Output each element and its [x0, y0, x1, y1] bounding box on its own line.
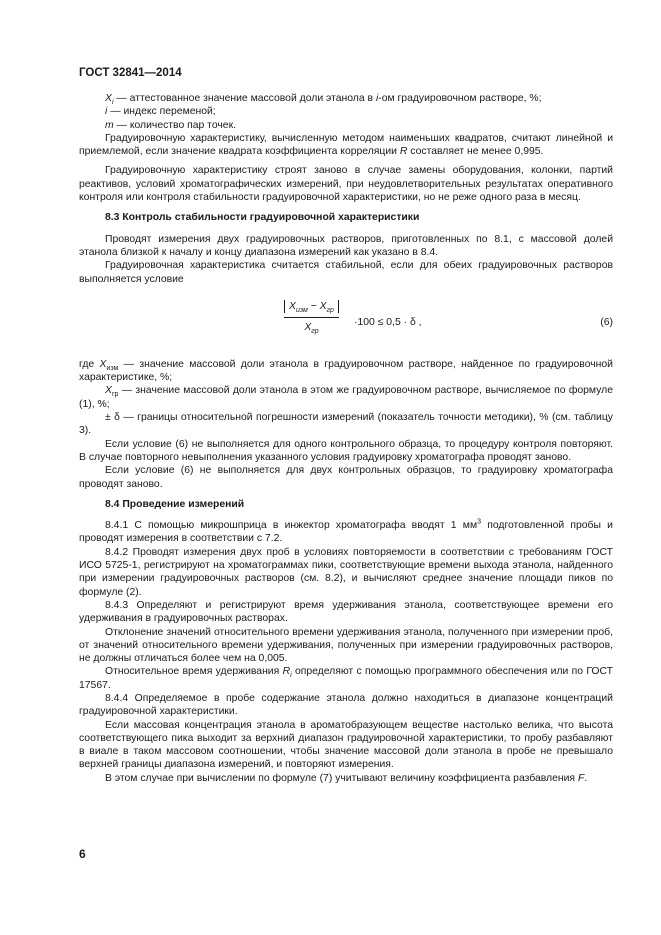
definition-i: i — индекс переменой; [105, 106, 216, 118]
paragraph-8-4-1: 8.4.1 С помощью микрошприца в инжектор хроматографа вводят 1 $мм^3$ подготовленной пробы и проводят измерения в соответствии с 7.2. [79, 518, 613, 545]
paragraph-8-4-2: 8.4.2 Проводят измерения двух проб в условиях повторяемости в соответствии с требованиям ГОСТ ИСО 5725-1, регистрируют на хроматограммах пики, соответствующие времени выхода этанола, найденного при измерении градуировочных растворов (см. 8.2), и вычисляют среднее значение площади пиков по формуле (2). [79, 546, 613, 598]
paragraph-dilution: Если массовая концентрация этанола в ароматобразующем веществе настолько велика, что высота соответствующего пика выходит за верхний диапазон градуировочной характеристики, то пробу разбавляют в виале в таком массовом соотношении, чтобы значение массовой доли этанола в пробе не превышало верхней границы диапазона измерений, и повторяют измерения. [79, 719, 613, 771]
paragraph-8-3-3: Если условие (6) не выполняется для одного контрольного образца, то процедуру контроля повторяют. В случае повторного невыполнения указанного условия градуировку хроматографа проводят заново. [79, 438, 613, 463]
definition-x-izm: где $X_{изм}$ — значение массовой доли этанола в градуировочном растворе, найденное по градуировочной характеристике, %; [79, 358, 613, 384]
page-number: 6 [79, 847, 86, 861]
paragraph-dilution-factor: В этом случае при вычислении по формуле (7) учитывают величину коэффициента разбавления F. [105, 772, 588, 784]
definition-delta: ± δ — границы относительной погрешности измерений (показатель точности методики), % (см. таблицу 3). [79, 412, 613, 437]
formula-6 [79, 298, 613, 348]
paragraph-8-3-1: Проводят измерения двух градуировочных растворов, приготовленных по 8.1, с массовой долей этанола близкой к началу и концу диапазона измерений как указано в 8.4. [79, 233, 613, 258]
paragraph-8-4-3: 8.4.3 Определяют и регистрируют время удерживания этанола, соответствующее времени его удерживания в градуировочных растворах. [79, 599, 613, 625]
definition-m: m — количество пар точек. [105, 119, 237, 131]
section-heading-8-4: 8.4 Проведение измерений [105, 498, 245, 510]
paragraph-8-4-4: 8.4.4 Определяемое в пробе содержание этанола должно находиться в диапазоне концентраций градуировочной характеристики. [79, 692, 613, 718]
paragraph-rebuild: Градуировочную характеристику строят заново в случае замены оборудования, колонки, партий реактивов, условий хроматографических измерений, при неудовлетворительных результатах оперативного контроля или контроля стабильности градуировочной характеристики, но не реже одного раза в месяц. [79, 165, 613, 204]
formula-numerator: $X_{изм} - X_{гр}$ [284, 300, 339, 313]
document-body [79, 92, 613, 785]
formula-tail: ·100 ≤ 0,5 · δ , [354, 316, 422, 328]
paragraph-relative-time: Относительное время удерживания $R_i$ определяют с помощью программного обеспечения или по ГОСТ 17567. [79, 666, 614, 691]
formula-denominator: $X_{гр}$ [304, 322, 319, 336]
section-heading-8-3: 8.3 Контроль стабильности градуировочной характеристики [105, 212, 420, 224]
definition-xi: $X_i$ — аттестованное значение массовой доли этанола в i-ом градуировочном растворе, %; [105, 93, 542, 107]
paragraph-linearity: Градуировочную характеристику, вычисленную методом наименьших квадратов, считают линейной и приемлемой, если значение квадрата коэффициента корреляции R составляет не менее 0,995. [79, 132, 613, 158]
formula-fraction [284, 300, 339, 335]
paragraph-deviation: Отклонение значений относительного времени удерживания этанола, полученного при измерении проб, от значений относительного времени удерживания, полученных при измерении градуировочных растворов, не должны отличаться более чем на 0,005. [79, 626, 613, 665]
formula-number: (6) [600, 316, 613, 328]
paragraph-8-3-4: Если условие (6) не выполняется для двух контрольных образцов, то градуировку хроматографа проводят заново. [79, 465, 613, 490]
definition-x-gr: $X_{гр}$ — значение массовой доли этанола в этом же градуировочном растворе, вычисляемое по формуле (1), %; [79, 385, 613, 410]
paragraph-8-3-2: Градуировочная характеристика считается стабильной, если для обеих градуировочных растворов выполняется условие [79, 260, 613, 285]
standard-header: ГОСТ 32841—2014 [79, 67, 182, 79]
